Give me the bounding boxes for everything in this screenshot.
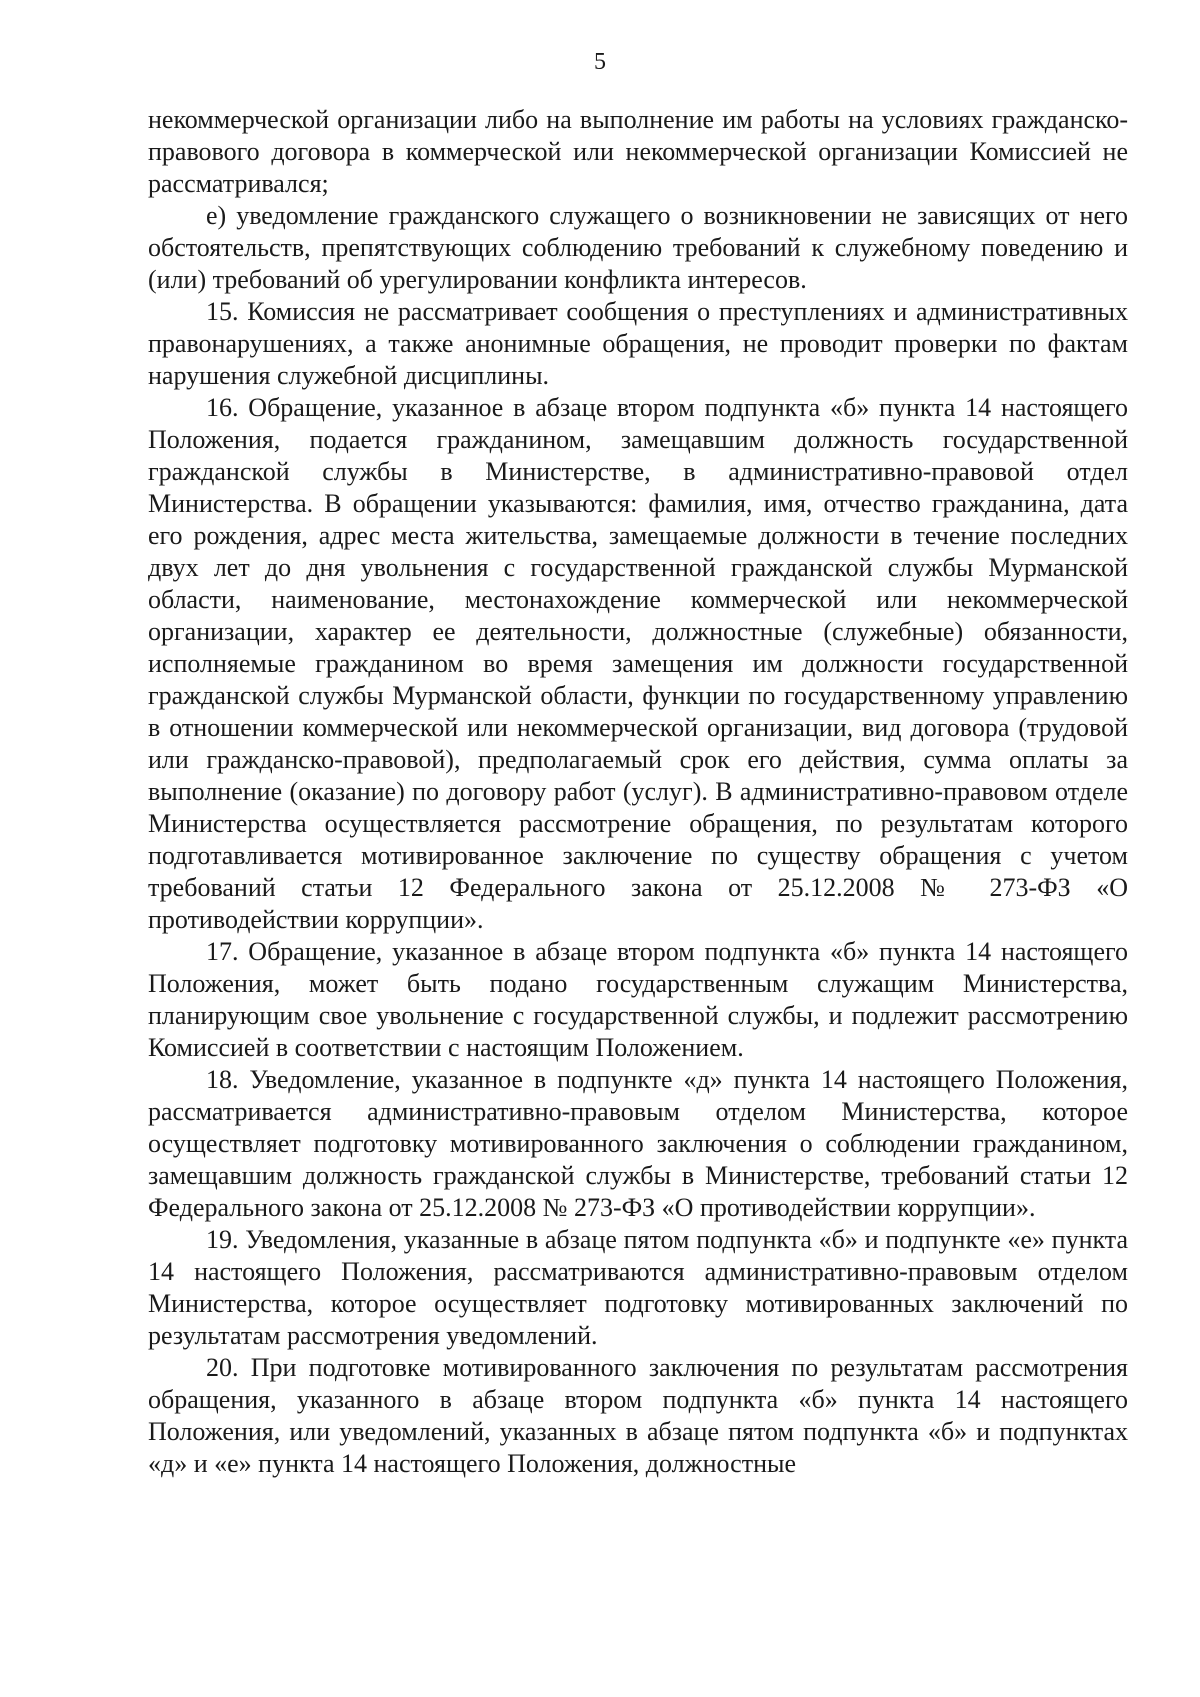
page-number: 5 [594,49,606,75]
paragraph-16: 16. Обращение, указанное в абзаце втором подпункта «б» пункта 14 настоящего Положения, подается гражданином, замещавшим должность государственной гражданской службы в Министерстве, в административно-правовой отдел Министерства. В обращении указываются: фамилия, имя, отчество гражданина, дата его рождения, адрес места жительства, замещаемые должности в течение последних двух лет до дня увольнения с государственной гражданской службы Мурманской области, наименование, местонахождение коммерческой или некоммерческой организации, характер ее деятельности, должностные (служебные) обязанности, исполняемые гражданином во время замещения им должности государственной гражданской службы Мурманской области, функции по государственному управлению в отношении коммерческой или некоммерческой организации, вид договора (трудовой или гражданско-правовой), предполагаемый срок его действия, сумма оплаты за выполнение (оказание) по договору работ (услуг). В административно-правовом отделе Министерства осуществляется рассмотрение обращения, по результатам которого подготавливается мотивированное заключение по существу обращения с учетом требований статьи 12 Федерального закона от 25.12.2008 № 273-ФЗ «О противодействии коррупции». [148,393,1128,934]
document-body [148,104,1128,1480]
paragraph-17: 17. Обращение, указанное в абзаце втором подпункта «б» пункта 14 настоящего Положения, может быть подано государственным служащим Министерства, планирующим свое увольнение с государственной службы, и подлежит рассмотрению Комиссией в соответствии с настоящим Положением. [148,937,1128,1062]
paragraph-15: 15. Комиссия не рассматривает сообщения о преступлениях и административных правонарушениях, а также анонимные обращения, не проводит проверки по фактам нарушения служебной дисциплины. [148,297,1128,390]
paragraph-20: 20. При подготовке мотивированного заключения по результатам рассмотрения обращения, указанного в абзаце втором подпункта «б» пункта 14 настоящего Положения, или уведомлений, указанных в абзаце пятом подпункта «б» и подпунктах «д» и «е» пункта 14 настоящего Положения, должностные [148,1353,1128,1478]
paragraph-19: 19. Уведомления, указанные в абзаце пятом подпункта «б» и подпункте «е» пункта 14 настоящего Положения, рассматриваются административно-правовым отделом Министерства, которое осуществляет подготовку мотивированных заключений по результатам рассмотрения уведомлений. [148,1225,1128,1350]
paragraph-continuation: некоммерческой организации либо на выполнение им работы на условиях гражданско-правового договора в коммерческой или некоммерческой организации Комиссией не рассматривался; [148,105,1128,198]
paragraph-subitem-e: е) уведомление гражданского служащего о возникновении не зависящих от него обстоятельств, препятствующих соблюдению требований к служебному поведению и (или) требований об урегулировании конфликта интересов. [148,201,1128,294]
paragraph-18: 18. Уведомление, указанное в подпункте «д» пункта 14 настоящего Положения, рассматривается административно-правовым отделом Министерства, которое осуществляет подготовку мотивированного заключения о соблюдении гражданином, замещавшим должность гражданской службы в Министерстве, требований статьи 12 Федерального закона от 25.12.2008 № 273-ФЗ «О противодействии коррупции». [148,1065,1128,1222]
